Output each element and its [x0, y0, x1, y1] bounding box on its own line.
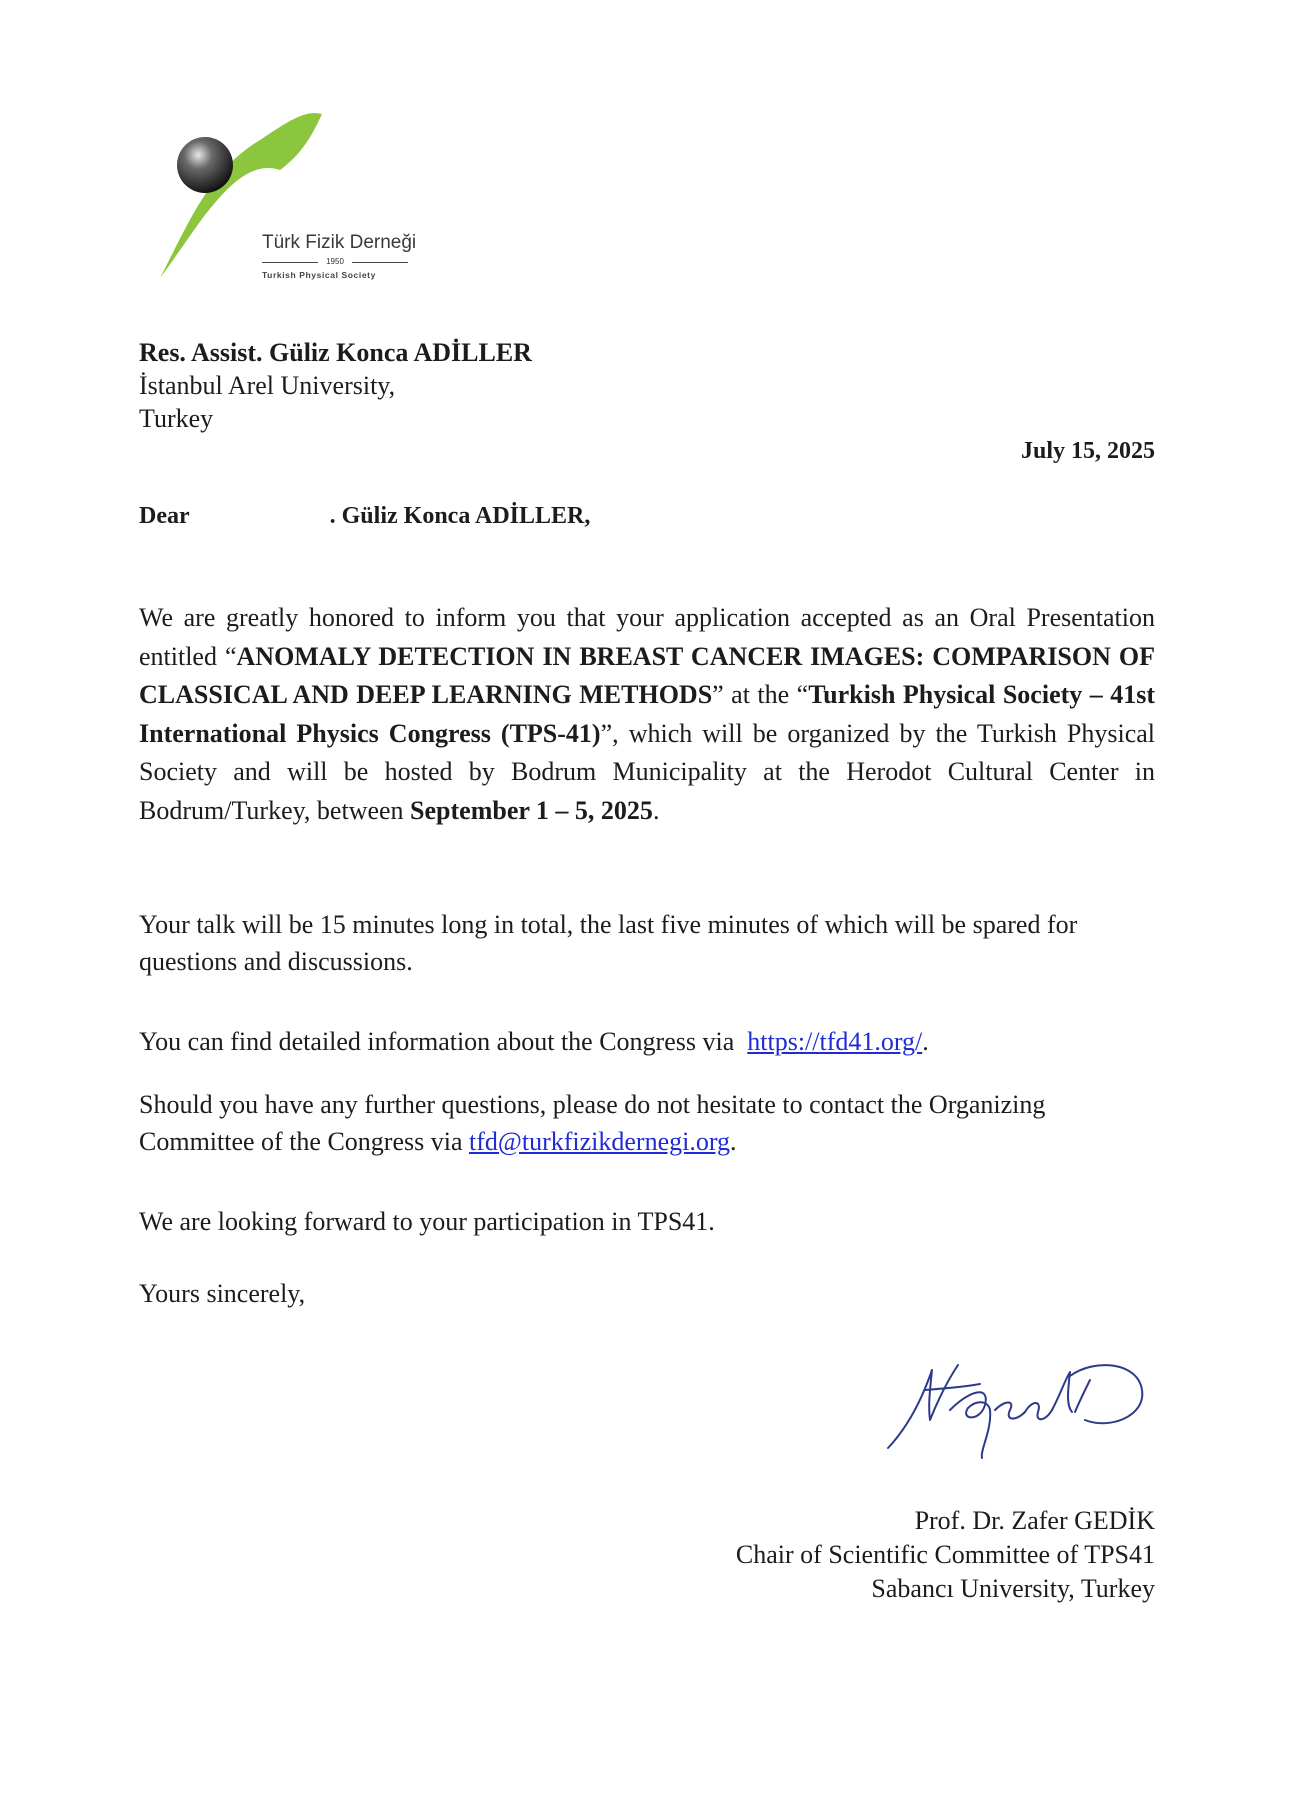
p3-text-a: You can find detailed information about the Congress via [139, 1027, 748, 1056]
paragraph-closing: We are looking forward to your participation in TPS41. [139, 1207, 715, 1236]
p1-text-a: We are greatly honored to inform you that your application accepted as an Oral Presentation entitled “ [139, 603, 1155, 671]
congress-website-link[interactable]: https://tfd41.org/ [747, 1027, 923, 1056]
handwritten-signature [880, 1350, 1160, 1460]
logo-year: 1950 [262, 257, 408, 267]
signer-block [736, 1504, 1155, 1606]
recipient-block [139, 336, 532, 435]
letter-date: July 15, 2025 [1020, 438, 1155, 464]
recipient-name: Res. Assist. Güliz Konca ADİLLER [139, 338, 532, 367]
salutation-name: . Güliz Konca ADİLLER, [329, 503, 591, 529]
paragraph-contact [139, 1086, 1155, 1160]
logo-org-name: Türk Fizik Derneği [262, 232, 417, 253]
recipient-country: Turkey [139, 404, 214, 433]
signer-affiliation: Sabancı University, Turkey [871, 1574, 1155, 1603]
signer-role: Chair of Scientific Committee of TPS41 [735, 1540, 1155, 1569]
congress-name: Turkish Physical Society – 41st International Physics Congress (TPS-41) [139, 680, 1156, 748]
valediction: Yours sincerely, [139, 1279, 306, 1308]
recipient-institution: İstanbul Arel University, [139, 371, 396, 400]
p3-text-b: . [922, 1027, 929, 1056]
salutation [139, 503, 590, 530]
paragraph-info [139, 1023, 1155, 1062]
p4-text-b: . [730, 1127, 737, 1156]
p1-text-d: . [652, 795, 660, 825]
p1-text-b: ” at the “ [712, 680, 809, 709]
salutation-dear: Dear [139, 503, 190, 529]
society-logo [150, 100, 430, 300]
congress-dates: September 1 – 5, 2025 [410, 795, 653, 825]
presentation-title: ANOMALY DETECTION IN BREAST CANCER IMAGES: COMPARISON OF CLASSICAL AND DEEP LEARNING METHODS [139, 641, 1156, 709]
contact-email-link[interactable]: tfd@turkfizikdernegi.org [469, 1127, 731, 1156]
paragraph-acceptance [139, 599, 1155, 830]
p4-text-a: Should you have any further questions, please do not hesitate to contact the Organizing Committee of the Congress via [139, 1090, 1046, 1156]
p1-text-c: ”, which will be organized by the Turkish Physical Society and will be hosted by Bodrum Municipality at the Herodot Cultural Center in Bodrum/Turkey, between [139, 718, 1155, 825]
signer-name: Prof. Dr. Zafer GEDİK [914, 1506, 1155, 1535]
paragraph-talk-length: Your talk will be 15 minutes long in total, the last five minutes of which will be spared for questions and discussions. [139, 910, 1078, 976]
logo-subtitle: Turkish Physical Society [262, 270, 376, 280]
